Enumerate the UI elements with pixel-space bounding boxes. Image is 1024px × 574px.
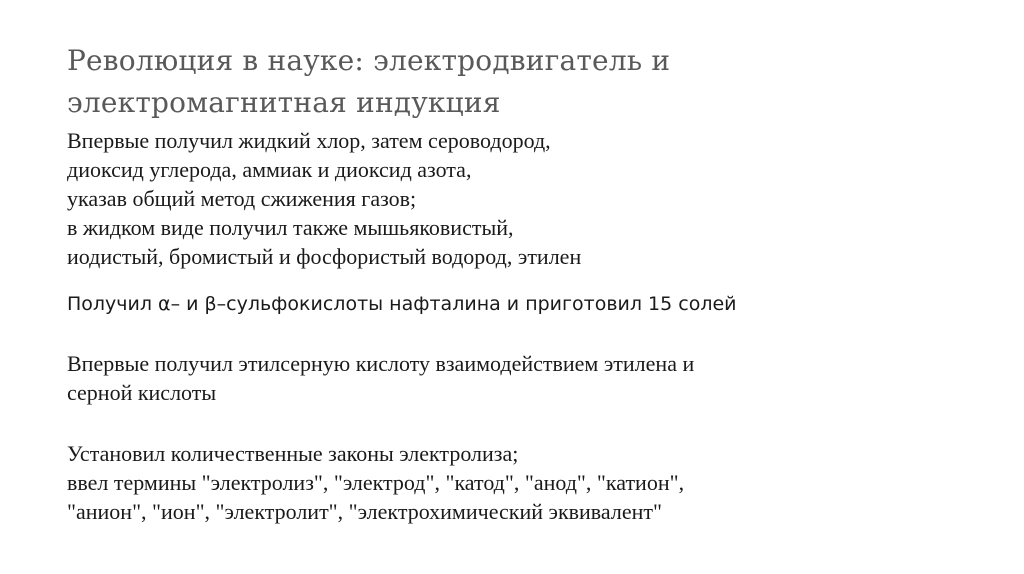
text-line: Установил количественные законы электролиза; bbox=[67, 441, 519, 466]
title-line: Революция в науке: электродвигатель и bbox=[67, 44, 671, 77]
title-line: электромагнитная индукция bbox=[67, 86, 501, 119]
text-line: в жидком виде получил также мышьяковистый, bbox=[67, 215, 514, 240]
text-line: Впервые получил жидкий хлор, затем сероводород, bbox=[67, 128, 551, 153]
slide-title bbox=[67, 40, 967, 124]
text-line: серной кислоты bbox=[67, 380, 217, 405]
text-line: указав общий метод сжижения газов; bbox=[67, 186, 417, 211]
text-line: Впервые получил этилсерную кислоту взаимодействием этилена и bbox=[67, 351, 695, 376]
paragraph-sulfonic-acids bbox=[67, 290, 737, 318]
paragraph-electrolysis bbox=[67, 439, 684, 526]
text-line: иодистый, бромистый и фосфористый водород, этилен bbox=[67, 244, 582, 269]
paragraph-liquefied-gases bbox=[67, 126, 581, 271]
text-line: Получил α– и β–сульфокислоты нафталина и приготовил 15 солей bbox=[67, 293, 737, 315]
text-line: диоксид углерода, аммиак и диоксид азота, bbox=[67, 157, 472, 182]
text-line: ввел термины "электролиз", "электрод", "катод", "анод", "катион", bbox=[67, 470, 685, 495]
text-line: "анион", "ион", "электролит", "электрохимический эквивалент" bbox=[67, 499, 662, 524]
paragraph-ethylsulfuric-acid bbox=[67, 349, 694, 407]
